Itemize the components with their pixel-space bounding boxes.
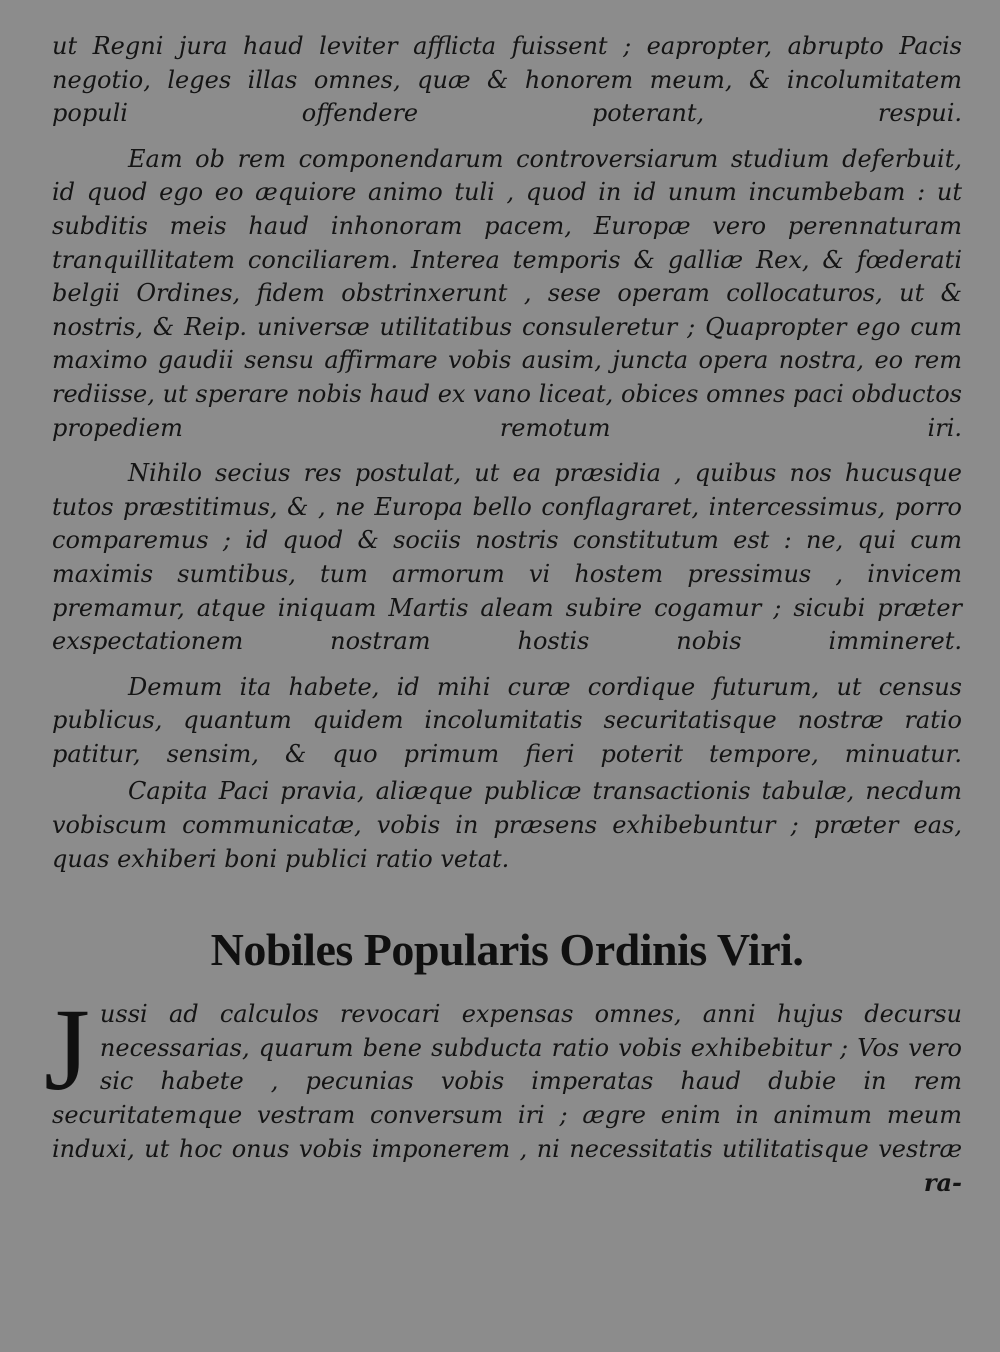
document-page [44, 30, 962, 1200]
commons-address [44, 984, 962, 1166]
section-heading: Nobiles Popularis Ordinis Viri. [210, 924, 804, 976]
paragraph-continuation: ut Regni jura haud leviter afflicta fuissent ; eapropter, abrupto Pacis negotio, leges illas omnes, quæ & honorem meum, & incolumitatem populi offendere poterant, respui. [52, 32, 962, 128]
drop-cap-letter: J [44, 984, 90, 1116]
catchword: ra- [923, 1168, 962, 1198]
paragraph-defenses: Nihilo secius res postulat, ut ea præsidia , quibus nos hucusque tutos præstitimus, & , ne Europa bello conflagraret, intercessimus, porro comparemus ; id quod & sociis nostris constitutum est : ne, qui cum maximis sumtibus, tum armorum vi hostem pressimus , invicem premamur, atque iniquam Martis aleam subire cogamur ; sicubi præter exspectationem nostram hostis nobis immineret. [52, 459, 962, 656]
paragraph-treaty-articles: Capita Paci pravia, aliæque publicæ transactionis tabulæ, necdum vobiscum communicatæ, vobis in præsens exhibebuntur ; præter eas, quas exhiberi boni publici ratio vetat. [52, 777, 962, 873]
paragraph-controversies: Eam ob rem componendarum controversiarum studium deferbuit, id quod ego eo æquiore animo tuli , quod in id unum incumbebam : ut subditis meis haud inhonoram pacem, Europæ vero perennaturam tranquillitatem conciliarem. Interea temporis & galliæ Rex, & fœderati belgii Ordines, fidem obstrinxerunt , sese operam collocaturos, ut & nostris, & Reip. universæ utilitatibus consuleretur ; Quapropter ego cum maximo gaudii sensu affirmare vobis ausim, juncta opera nostra, eo rem rediisse, ut sperare nobis haud ex vano liceat, obices omnes paci obductos propediem remotum iri. [52, 144, 962, 442]
paragraph-expenses: ussi ad calculos revocari expensas omnes, anni hujus decursu necessarias, quarum bene subducta ratio vobis exhibebitur ; Vos vero sic habete , pecunias vobis imperatas haud dubie in rem securitatemque vestram conversum iri ; ægre enim in animum meum induxi, ut hoc onus vobis imponerem , ni necessitatis utilitatisque vestræ [52, 1000, 962, 1163]
paragraph-census: Demum ita habete, id mihi curæ cordique futurum, ut census publicus, quantum quidem incolumitatis securitatisque nostræ ratio patitur, sensim, & quo primum fieri poterit tempore, minuatur. [52, 672, 962, 768]
